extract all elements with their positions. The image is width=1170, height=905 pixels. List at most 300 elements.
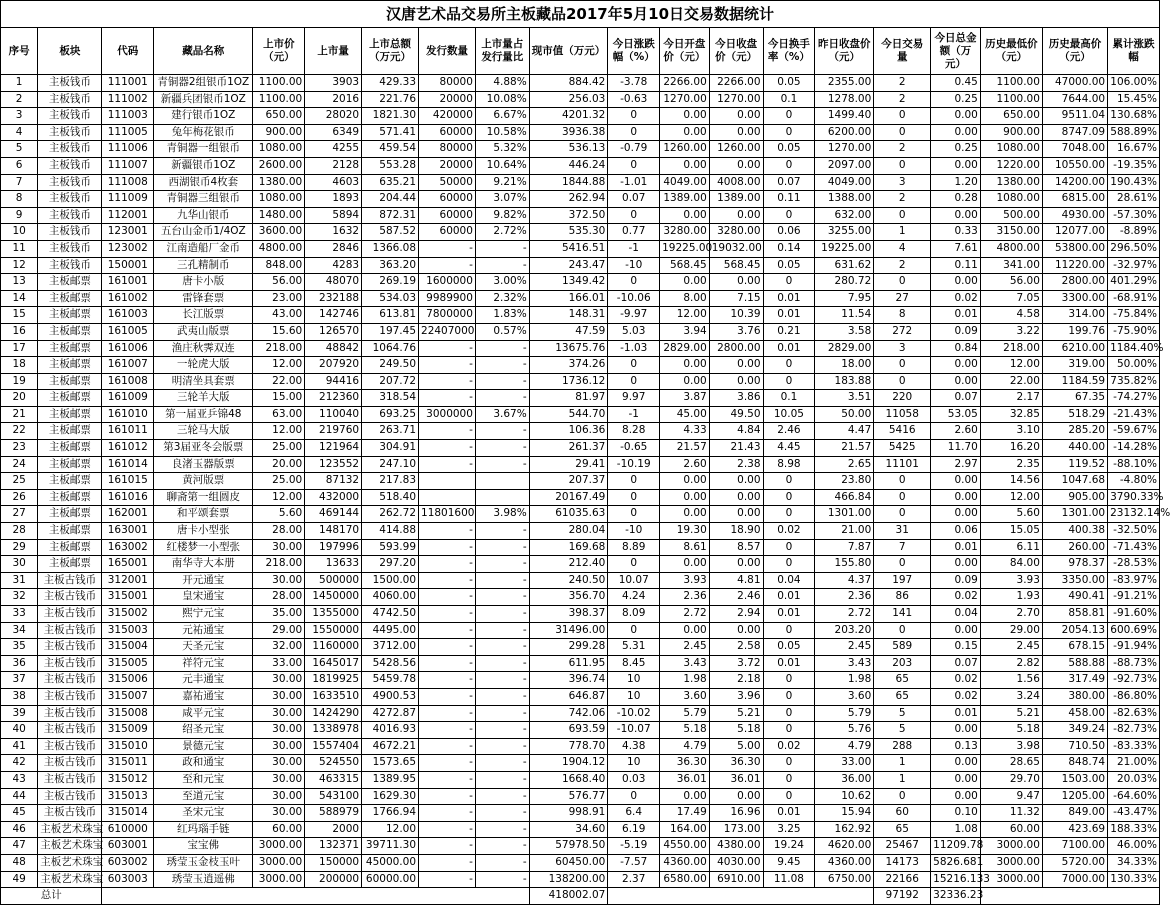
table-cell: 18 [1, 357, 38, 374]
table-cell: 3000.00 [253, 854, 305, 871]
column-header: 发行数量 [419, 28, 476, 75]
table-cell: 315003 [102, 622, 154, 639]
table-cell: 33 [1, 606, 38, 623]
table-cell: 0 [763, 473, 815, 490]
table-cell: 60.00 [980, 821, 1042, 838]
table-cell: 304.91 [362, 440, 419, 457]
table-cell: 221.76 [362, 91, 419, 108]
table-cell: 12.00 [362, 821, 419, 838]
table-cell: 2054.13 [1042, 622, 1107, 639]
table-cell: 693.59 [529, 722, 608, 739]
table-cell: 34 [1, 622, 38, 639]
table-cell: 356.70 [529, 589, 608, 606]
table-cell: 0 [763, 274, 815, 291]
table-cell: 849.00 [1042, 805, 1107, 822]
table-cell: 32.00 [253, 639, 305, 656]
table-cell: 29 [1, 539, 38, 556]
table-cell: 67.35 [1042, 390, 1107, 407]
table-cell: 778.70 [529, 738, 608, 755]
table-cell: 1389.00 [709, 191, 763, 208]
table-cell: 12077.00 [1042, 224, 1107, 241]
table-cell: 30.00 [253, 738, 305, 755]
table-cell: 1355000 [305, 606, 362, 623]
table-cell: 圣宋元宝 [154, 805, 253, 822]
table-cell: 2 [874, 191, 931, 208]
table-row [1, 323, 1160, 340]
table-cell: 0.00 [660, 788, 710, 805]
column-header: 今日涨跌幅（%） [608, 28, 660, 75]
table-cell: 60.00 [253, 821, 305, 838]
table-cell: 29.70 [980, 771, 1042, 788]
table-cell: 6750.00 [815, 871, 874, 888]
table-cell: 5.18 [660, 722, 710, 739]
table-cell: 9 [1, 207, 38, 224]
table-cell: 0 [874, 124, 931, 141]
table-cell: 119.52 [1042, 456, 1107, 473]
table-cell: 742.06 [529, 705, 608, 722]
table-row [1, 506, 1160, 523]
table-cell: 11058 [874, 406, 931, 423]
table-cell: 3.25 [763, 821, 815, 838]
table-row [1, 854, 1160, 871]
table-cell: 3.60 [660, 688, 710, 705]
table-cell: 46 [1, 821, 38, 838]
table-cell: 1.98 [660, 672, 710, 689]
table-cell: 2.37 [608, 871, 660, 888]
table-cell: 10.62 [815, 788, 874, 805]
table-cell: 9.82% [475, 207, 529, 224]
table-cell: 0.00 [660, 207, 710, 224]
column-header: 序号 [1, 28, 38, 75]
table-cell: -1 [608, 406, 660, 423]
table-cell: 155.80 [815, 556, 874, 573]
table-row [1, 257, 1160, 274]
table-cell: 94416 [305, 373, 362, 390]
table-row [1, 473, 1160, 490]
table-cell: 0 [608, 489, 660, 506]
table-row [1, 821, 1160, 838]
table-cell: 126570 [305, 323, 362, 340]
table-cell: 27 [1, 506, 38, 523]
table-cell: 1380.00 [253, 174, 305, 191]
table-cell: 5.60 [253, 506, 305, 523]
table-cell: 4255 [305, 141, 362, 158]
table-cell: 0.06 [931, 523, 981, 540]
table-cell: 603002 [102, 854, 154, 871]
table-cell: 165001 [102, 556, 154, 573]
table-cell [608, 888, 874, 905]
table-cell: 0 [763, 705, 815, 722]
table-cell: 3255.00 [815, 224, 874, 241]
table-cell: 161003 [102, 307, 154, 324]
table-cell: 13633 [305, 556, 362, 573]
table-cell: - [419, 539, 476, 556]
table-cell: 318.54 [362, 390, 419, 407]
table-cell: 207.72 [362, 373, 419, 390]
table-cell: 317.49 [1042, 672, 1107, 689]
table-cell: 红玛瑙手链 [154, 821, 253, 838]
table-cell: 0.11 [763, 191, 815, 208]
table-cell: 宝宝佛 [154, 838, 253, 855]
table-cell: 3.98% [475, 506, 529, 523]
table-cell: 嘉祐通宝 [154, 688, 253, 705]
table-cell: 203 [874, 655, 931, 672]
table-cell: 12.00 [980, 489, 1042, 506]
table-row [1, 357, 1160, 374]
table-cell: 6349 [305, 124, 362, 141]
table-cell: 14.56 [980, 473, 1042, 490]
table-cell: 22 [1, 423, 38, 440]
table-cell: 0.00 [931, 124, 981, 141]
table-cell: 0 [608, 124, 660, 141]
table-cell: 432000 [305, 489, 362, 506]
table-row [1, 373, 1160, 390]
table-cell: 3000.00 [980, 871, 1042, 888]
table-cell: - [475, 738, 529, 755]
table-cell: 858.81 [1042, 606, 1107, 623]
table-cell: -71.43% [1108, 539, 1160, 556]
table-cell: -68.91% [1108, 290, 1160, 307]
table-cell: 2.46 [709, 589, 763, 606]
table-cell: 130.68% [1108, 108, 1160, 125]
table-cell: 2 [874, 75, 931, 92]
table-cell: -83.97% [1108, 572, 1160, 589]
table-cell: 1205.00 [1042, 788, 1107, 805]
table-cell: 1100.00 [980, 75, 1042, 92]
table-cell: 33.00 [815, 755, 874, 772]
table-cell: 渔庄秋霁双连 [154, 340, 253, 357]
table-cell: 11 [1, 240, 38, 257]
table-cell: 1301.00 [815, 506, 874, 523]
table-cell: -59.67% [1108, 423, 1160, 440]
table-cell: -91.94% [1108, 639, 1160, 656]
table-cell: - [475, 771, 529, 788]
table-cell: 主板邮票 [38, 373, 102, 390]
table-cell: 588.89% [1108, 124, 1160, 141]
table-cell: 315012 [102, 771, 154, 788]
table-cell: 14200.00 [1042, 174, 1107, 191]
table-cell: 3000.00 [980, 838, 1042, 855]
table-cell: 65 [874, 672, 931, 689]
table-cell: 主板邮票 [38, 556, 102, 573]
table-cell: 80000 [419, 75, 476, 92]
table-row [1, 589, 1160, 606]
table-cell: 43.00 [253, 307, 305, 324]
table-cell: -88.10% [1108, 456, 1160, 473]
table-cell: 900.00 [253, 124, 305, 141]
table-cell: 4049.00 [815, 174, 874, 191]
table-cell: 九华山银币 [154, 207, 253, 224]
table-cell: -10 [608, 257, 660, 274]
table-cell: 1080.00 [253, 191, 305, 208]
table-cell: 1.83% [475, 307, 529, 324]
table-cell: 0.07 [931, 655, 981, 672]
table-cell: 琇莹玉金枝玉叶 [154, 854, 253, 871]
table-cell: 0 [763, 622, 815, 639]
table-cell: 0.07 [608, 191, 660, 208]
table-cell: 1064.76 [362, 340, 419, 357]
table-cell: 53800.00 [1042, 240, 1107, 257]
table-cell: 8.28 [608, 423, 660, 440]
table-cell: 1184.59 [1042, 373, 1107, 390]
table-cell: 161007 [102, 357, 154, 374]
table-cell: 主板艺术珠宝 [38, 838, 102, 855]
table-cell: 2.70 [980, 606, 1042, 623]
table-cell: -83.33% [1108, 738, 1160, 755]
table-cell: 0.00 [931, 157, 981, 174]
table-cell: 0.25 [931, 141, 981, 158]
trade-data-table [0, 27, 1170, 905]
table-cell: 2.72 [660, 606, 710, 623]
table-cell: 3.51 [815, 390, 874, 407]
table-cell: 161016 [102, 489, 154, 506]
table-cell: 650.00 [253, 108, 305, 125]
table-cell: 1389.95 [362, 771, 419, 788]
table-cell: 12.00 [253, 357, 305, 374]
table-cell: 243.47 [529, 257, 608, 274]
table-cell: 至道元宝 [154, 788, 253, 805]
table-cell: 0 [763, 373, 815, 390]
table-cell: 绍圣元宝 [154, 722, 253, 739]
table-cell: 315011 [102, 755, 154, 772]
table-cell: 0.00 [709, 373, 763, 390]
table-cell: 8747.09 [1042, 124, 1107, 141]
table-cell: 568.45 [709, 257, 763, 274]
table-row [1, 556, 1160, 573]
table-cell: 11220.00 [1042, 257, 1107, 274]
table-cell: 3000.00 [253, 838, 305, 855]
table-cell: 2266.00 [709, 75, 763, 92]
table-cell: 4.33 [660, 423, 710, 440]
column-header: 上市量占发行量比 [475, 28, 529, 75]
table-cell: 0.01 [763, 290, 815, 307]
table-row [1, 722, 1160, 739]
table-cell: 20000 [419, 91, 476, 108]
table-cell: 1736.12 [529, 373, 608, 390]
table-cell: 主板邮票 [38, 290, 102, 307]
table-cell: 2.36 [660, 589, 710, 606]
column-header: 今日收盘价（元） [709, 28, 763, 75]
table-cell: 5.79 [660, 705, 710, 722]
table-cell: 0 [874, 622, 931, 639]
table-cell: 5.79 [815, 705, 874, 722]
table-cell: 主板古钱币 [38, 755, 102, 772]
table-cell: 1480.00 [253, 207, 305, 224]
table-cell: 900.00 [980, 124, 1042, 141]
table-cell: 0 [608, 207, 660, 224]
table-row [1, 174, 1160, 191]
column-header: 上市总额（万元） [362, 28, 419, 75]
table-cell: 4.38 [608, 738, 660, 755]
table-cell: 2.38 [709, 456, 763, 473]
table-cell: 42 [1, 755, 38, 772]
table-cell: 22166 [874, 871, 931, 888]
table-cell: 0 [763, 556, 815, 573]
table-cell: 161005 [102, 323, 154, 340]
table-cell: 3.22 [980, 323, 1042, 340]
table-cell: 2.36 [815, 589, 874, 606]
table-cell: 1632 [305, 224, 362, 241]
table-body [1, 75, 1170, 905]
table-cell: 111001 [102, 75, 154, 92]
table-cell: 0.03 [608, 771, 660, 788]
table-cell: 0.25 [931, 91, 981, 108]
table-cell: 60450.00 [529, 854, 608, 871]
table-cell: - [475, 589, 529, 606]
table-cell: 主板邮票 [38, 506, 102, 523]
table-cell: 0.01 [763, 655, 815, 672]
table-cell: 3.96 [709, 688, 763, 705]
table-cell: 3.94 [660, 323, 710, 340]
table-cell: - [475, 240, 529, 257]
table-cell: 38 [1, 688, 38, 705]
table-cell: 4900.53 [362, 688, 419, 705]
table-cell: 2.82 [980, 655, 1042, 672]
table-cell: -82.63% [1108, 705, 1160, 722]
table-cell: 588.88 [1042, 655, 1107, 672]
table-cell: 1499.40 [815, 108, 874, 125]
table-cell: 0.00 [660, 506, 710, 523]
table-cell: 4930.00 [1042, 207, 1107, 224]
table-cell: - [475, 572, 529, 589]
table-cell [419, 473, 476, 490]
table-cell: 0.14 [763, 240, 815, 257]
table-cell: 50000 [419, 174, 476, 191]
table-cell: 111007 [102, 157, 154, 174]
table-cell: 5416 [874, 423, 931, 440]
table-cell: 315004 [102, 639, 154, 656]
table-cell: 0.00 [660, 157, 710, 174]
table-cell: 1270.00 [815, 141, 874, 158]
table-cell: 16.67% [1108, 141, 1160, 158]
table-cell: 53.05 [931, 406, 981, 423]
table-cell: 0.02 [763, 523, 815, 540]
table-cell: - [419, 357, 476, 374]
table-cell: 19225.00 [660, 240, 710, 257]
table-cell: 2 [874, 257, 931, 274]
table-cell: 263.71 [362, 423, 419, 440]
table-cell: - [475, 606, 529, 623]
table-cell: 0.05 [763, 141, 815, 158]
table-cell: 6.67% [475, 108, 529, 125]
table-cell: 9.21% [475, 174, 529, 191]
table-cell: 29.00 [253, 622, 305, 639]
table-cell: 0.1 [763, 91, 815, 108]
table-cell: 主板古钱币 [38, 722, 102, 739]
table-cell: 1645017 [305, 655, 362, 672]
table-cell: 0 [608, 556, 660, 573]
table-cell: 256.03 [529, 91, 608, 108]
table-cell: 0 [608, 108, 660, 125]
table-cell: 162001 [102, 506, 154, 523]
table-cell: 5.21 [709, 705, 763, 722]
table-cell: 1184.40% [1108, 340, 1160, 357]
table-cell: 678.15 [1042, 639, 1107, 656]
table-cell: 132371 [305, 838, 362, 855]
table-cell: 49.50 [709, 406, 763, 423]
table-cell: - [475, 357, 529, 374]
table-cell: 唐卡小版 [154, 274, 253, 291]
table-cell: 7 [1, 174, 38, 191]
table-cell: 0.57% [475, 323, 529, 340]
table-cell: 111005 [102, 124, 154, 141]
table-cell: - [419, 390, 476, 407]
table-cell: 31496.00 [529, 622, 608, 639]
table-cell: 0.00 [931, 489, 981, 506]
table-cell: 0 [763, 489, 815, 506]
table-cell: 0.11 [931, 257, 981, 274]
table-cell: 710.50 [1042, 738, 1107, 755]
table-cell: 380.00 [1042, 688, 1107, 705]
table-cell: 9.97 [608, 390, 660, 407]
table-cell: 60000 [419, 191, 476, 208]
table-cell: 24 [1, 456, 38, 473]
table-cell: 459.54 [362, 141, 419, 158]
table-cell: 40 [1, 722, 38, 739]
table-cell: 8.57 [709, 539, 763, 556]
table-cell: 47000.00 [1042, 75, 1107, 92]
table-cell: 57978.50 [529, 838, 608, 855]
table-cell: 14173 [874, 854, 931, 871]
table-cell: 341.00 [980, 257, 1042, 274]
table-cell: 28020 [305, 108, 362, 125]
table-cell: 1270.00 [660, 91, 710, 108]
table-cell: 111002 [102, 91, 154, 108]
table-cell: 10550.00 [1042, 157, 1107, 174]
table-cell: 374.26 [529, 357, 608, 374]
table-cell: 111006 [102, 141, 154, 158]
table-cell: 10 [1, 224, 38, 241]
table-cell: - [475, 257, 529, 274]
table-cell: 0 [608, 788, 660, 805]
table-cell: 398.37 [529, 606, 608, 623]
table-cell: -10.06 [608, 290, 660, 307]
table-cell: - [419, 523, 476, 540]
table-cell: 8.00 [660, 290, 710, 307]
table-cell: 372.50 [529, 207, 608, 224]
table-cell: 主板邮票 [38, 323, 102, 340]
table-cell: 5894 [305, 207, 362, 224]
table-cell: 30.00 [253, 755, 305, 772]
table-cell: 1500.00 [362, 572, 419, 589]
table-cell: 423.69 [1042, 821, 1107, 838]
table-cell: 123002 [102, 240, 154, 257]
table-cell: 1100.00 [253, 91, 305, 108]
table-cell: 0.15 [931, 639, 981, 656]
table-cell: 主板古钱币 [38, 655, 102, 672]
table-cell: 247.10 [362, 456, 419, 473]
table-cell: 主板钱币 [38, 157, 102, 174]
table-cell: 458.00 [1042, 705, 1107, 722]
table-row [1, 207, 1160, 224]
table-cell: 3000.00 [253, 871, 305, 888]
table-cell: 3.00% [475, 274, 529, 291]
table-cell: -88.73% [1108, 655, 1160, 672]
table-cell: 主板邮票 [38, 456, 102, 473]
table-cell: 0 [608, 506, 660, 523]
table-cell: 1 [874, 755, 931, 772]
table-cell: 景德元宝 [154, 738, 253, 755]
table-cell: 琇莹玉逍遥佛 [154, 871, 253, 888]
table-cell: 8 [1, 191, 38, 208]
table-cell: 0.00 [709, 788, 763, 805]
table-cell: 0.00 [931, 108, 981, 125]
table-cell: 30.00 [253, 771, 305, 788]
table-cell: 500000 [305, 572, 362, 589]
table-row [1, 157, 1160, 174]
table-cell: 30.00 [253, 572, 305, 589]
table-cell: 2000 [305, 821, 362, 838]
